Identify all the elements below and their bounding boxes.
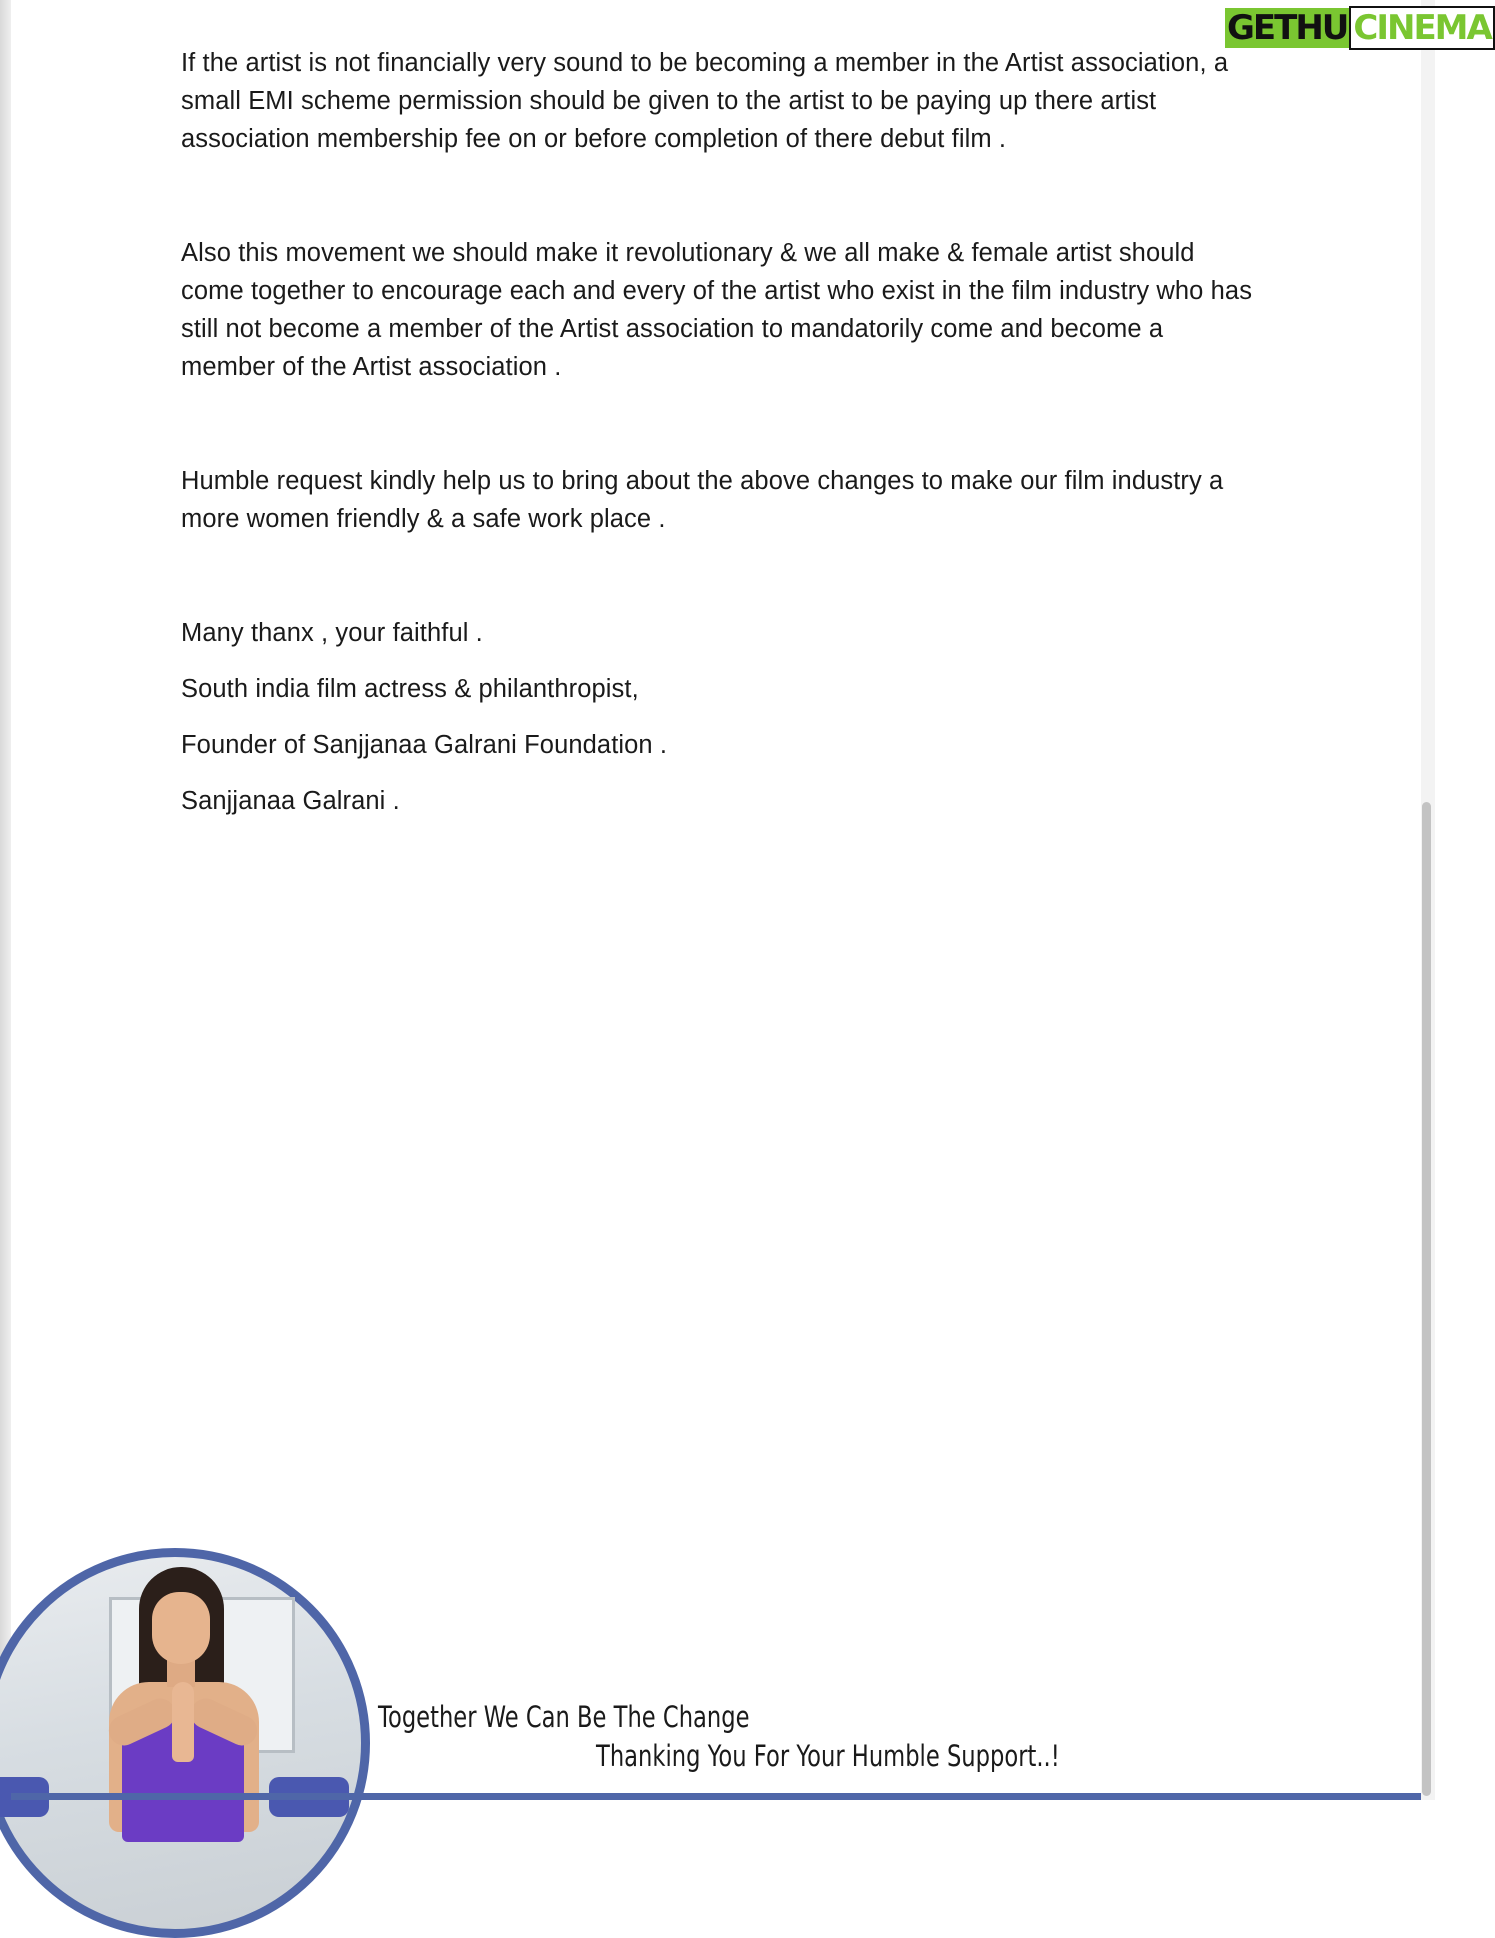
portrait-circle [0,1548,370,1938]
footer-tagline-2: Thanking You For Your Humble Support..! [596,1739,1060,1773]
footer-band [11,1793,1421,1800]
paragraph-movement: Also this movement we should make it revolutionary & we all make & female artist should come together to encourage each and every of the artist who exist in the film industry who has still not become a member of the Artist association to mandatorily come and become a member of the Artist association . [181,239,1253,381]
document-left-edge [0,0,11,1800]
signoff-block [181,614,1261,820]
footer-photo [10,1548,360,1800]
logo-part-1: GETHU [1227,8,1348,48]
footer-tagline-1: Together We Can Be The Change [378,1700,750,1734]
scrollbar-thumb[interactable] [1422,802,1431,1796]
paragraph-emi-scheme: If the artist is not financially very sound to be becoming a member in the Artist association, a small EMI scheme permission should be given to the artist to be paying up there artist association membership fee on or before completion of there debut film . [181,49,1229,153]
signoff-closing: Many thanx , your faithful . [181,619,483,647]
logo-part-2: CINEMA [1349,6,1494,50]
signoff-title: South india film actress & philanthropist, [181,675,639,703]
document-page [181,44,1261,838]
signoff-role: Founder of Sanjjanaa Galrani Foundation . [181,731,668,759]
signoff-name: Sanjjanaa Galrani . [181,787,400,815]
paragraph-humble-request: Humble request kindly help us to bring about the above changes to make our film industry a more women friendly & a safe work place . [181,467,1224,533]
